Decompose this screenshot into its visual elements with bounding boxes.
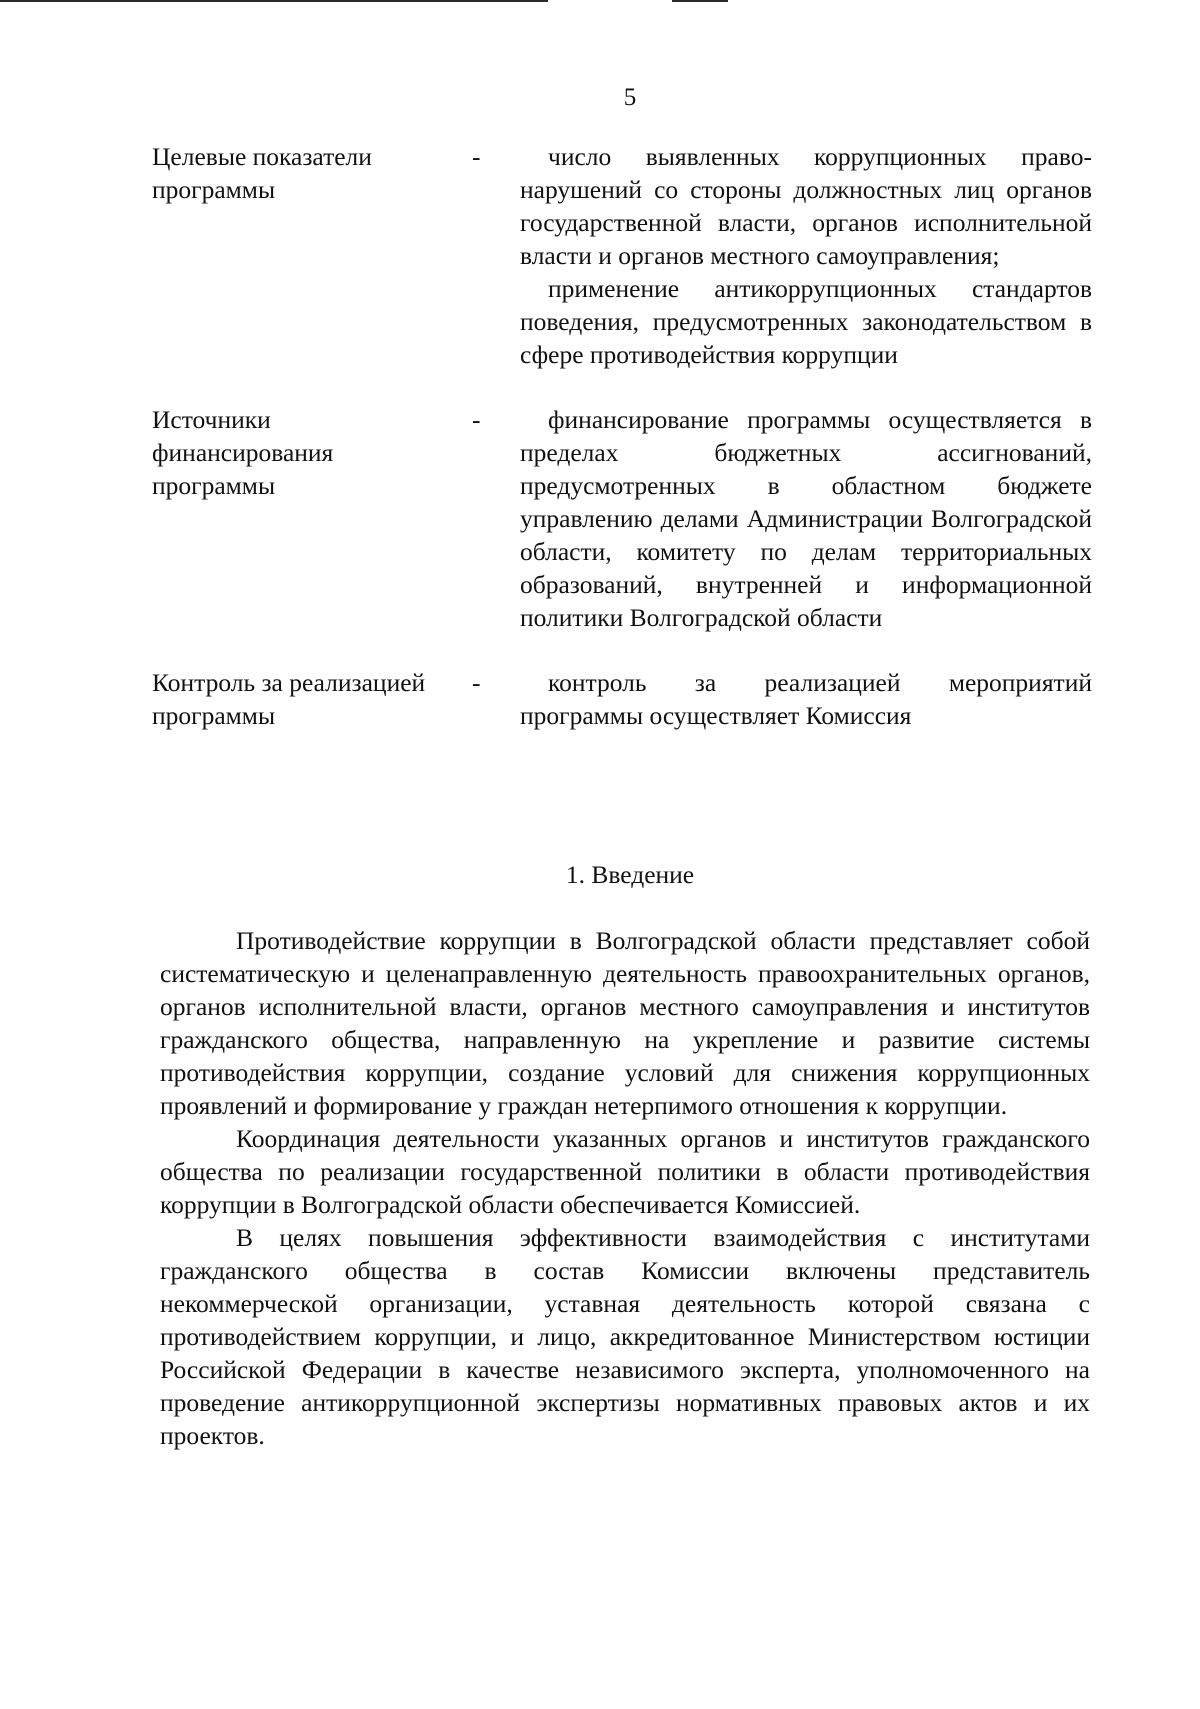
passport-row-value xyxy=(520,140,1092,371)
body-paragraph: Координация деятельности указанных органов и институтов гражданского общества по реализации государственной политики в области противодействия коррупции в Волгоградской области обеспечивается Комиссией. xyxy=(160,1124,1090,1219)
body-paragraph: В целях повышения эффективности взаимодействия с институтами гражданского общества в состав Комиссии включены представитель некоммерческой организации, уставная деятельность которой связана с противодействием коррупции, и лицо, аккредитованное Министерством юстиции Российской Федерации в качестве независимого эксперта, уполномоченного на проведение антикоррупционной экспертизы нормативных правовых актов и их проектов. xyxy=(160,1223,1090,1450)
passport-row-label: Источники финансирования программы xyxy=(152,405,334,500)
section-heading: 1. Введение xyxy=(565,860,695,889)
passport-row-dash: - xyxy=(472,668,481,697)
passport-value-paragraph: число выявленных коррупционных правонарушений со стороны должностных лиц органов государственной власти, органов исполнительной власти и органов местного самоуправления; xyxy=(520,142,1092,270)
passport-row-label: Целевые показатели программы xyxy=(152,142,372,204)
passport-row-implementation-control xyxy=(152,666,1092,732)
passport-row-dash: - xyxy=(472,405,481,434)
section-body xyxy=(160,924,1090,1452)
passport-row-label: Контроль за реализацией программы xyxy=(152,668,426,730)
scan-edge-line xyxy=(672,0,728,2)
passport-value-paragraph: контроль за реализацией мероприятий программы осуществляет Комиссия xyxy=(520,668,1092,730)
body-paragraph: Противодействие коррупции в Волгоградской области представляет собой систематическую и целенаправленную деятельность правоохранительных органов, органов исполнительной власти, органов местного самоуправления и институтов гражданского общества, направленную на укрепление и развитие системы противодействия коррупции, создание условий для снижения коррупционных проявлений и формирование у граждан нетерпимого отношения к коррупции. xyxy=(160,926,1090,1120)
program-passport xyxy=(152,140,1092,764)
passport-row-dash: - xyxy=(472,142,481,171)
passport-row-target-indicators xyxy=(152,140,1092,371)
scan-edge-line xyxy=(0,0,548,2)
passport-value-paragraph: применение антикоррупционных стандартов поведения, предусмотренных законодательством в сфере противодействия коррупции xyxy=(520,274,1092,369)
passport-row-funding-sources xyxy=(152,403,1092,634)
passport-row-value xyxy=(520,403,1092,634)
passport-row-value xyxy=(520,666,1092,732)
page-number: 5 xyxy=(623,84,637,111)
passport-value-paragraph: финансирование программы осуществляется в пределах бюджетных ассигнований, предусмотренных в областном бюджете управлению делами Администрации Волгоградской области, комитету по делам территориальных образований, внутренней и информационной политики Волгоградской области xyxy=(520,405,1092,632)
